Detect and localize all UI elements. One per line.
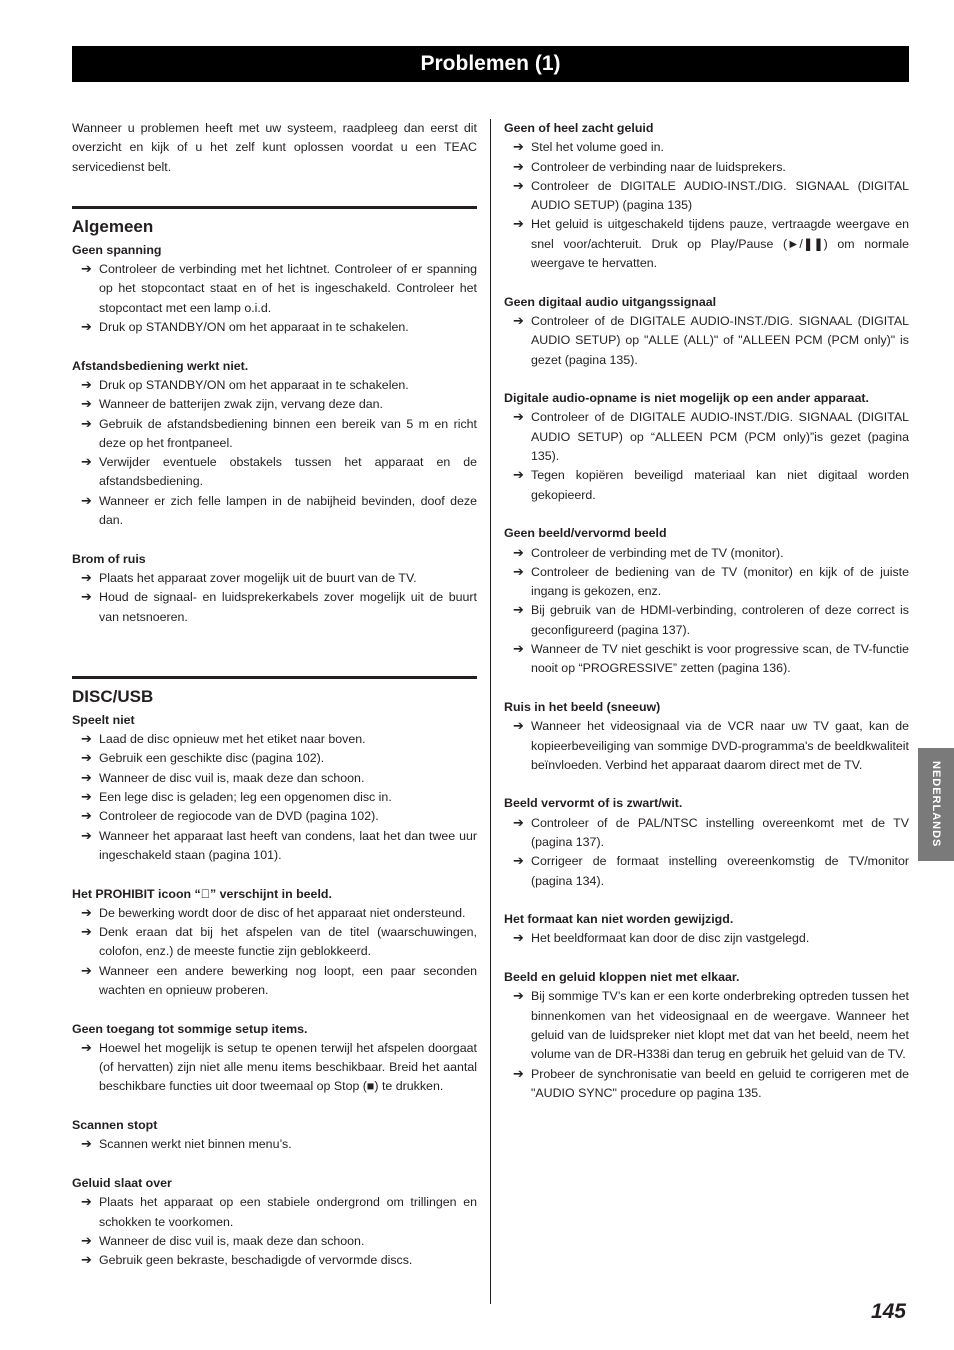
solution-item: ➔ Controleer de verbinding met de TV (monitor). — [504, 544, 909, 563]
solution-list — [504, 929, 909, 948]
solution-list — [504, 312, 909, 370]
page-number: 145 — [870, 1300, 906, 1323]
problem-title: Geen of heel zacht geluid — [504, 121, 654, 135]
solution-item: ➔ Corrigeer de formaat instelling overeenkomstig de TV/monitor (pagina 134). — [504, 852, 909, 891]
solution-item: ➔ De bewerking wordt door de disc of het apparaat niet ondersteund. — [72, 904, 477, 923]
page-title: Problemen (1) — [72, 46, 909, 82]
solution-item: ➔ Wanneer de disc vuil is, maak deze dan schoon. — [72, 1232, 477, 1251]
problem-group — [72, 1020, 477, 1097]
solution-item: ➔ Wanneer het videosignaal via de VCR naar uw TV gaat, kan de kopieerbeveiliging van sommige DVD-programma's de beeldkwaliteit beïnvloeden. Verbind het apparaat daarom direct met de TV. — [504, 717, 909, 775]
solution-list — [504, 717, 909, 775]
solution-item: ➔ Probeer de synchronisatie van beeld en geluid te corrigeren met de "AUDIO SYNC" procedure op pagina 135. — [504, 1065, 909, 1104]
left-sections — [72, 206, 477, 1271]
problem-title: Digitale audio-opname is niet mogelijk op een ander apparaat. — [504, 391, 869, 406]
column-divider — [490, 119, 491, 1304]
problem-title: Het PROHIBIT icoon “⃠” verschijnt in beeld. — [72, 886, 332, 901]
intro-text: Wanneer u problemen heeft met uw systeem, raadpleeg dan eerst dit overzicht en kijk of u het zelf kunt oplossen voordat u een TEAC servicedienst belt. — [72, 121, 477, 174]
problem-title: Speelt niet — [72, 712, 135, 727]
solution-item: ➔ Druk op STANDBY/ON om het apparaat in te schakelen. — [72, 318, 477, 337]
problem-group — [504, 389, 909, 505]
solution-list — [72, 376, 477, 530]
problem-group — [72, 241, 477, 337]
problem-group — [72, 357, 477, 531]
solution-list — [504, 987, 909, 1103]
solution-item: ➔ Scannen werkt niet binnen menu’s. — [72, 1135, 477, 1154]
problem-group — [72, 1174, 477, 1270]
problem-group — [504, 794, 909, 890]
solution-item: ➔ Wanneer de disc vuil is, maak deze dan schoon. — [72, 769, 477, 788]
solution-list — [504, 814, 909, 891]
solution-item: ➔ Bij gebruik van de HDMI-verbinding, controleren of deze correct is geconfigureerd (pagina 137). — [504, 601, 909, 640]
solution-item: ➔ Het geluid is uitgeschakeld tijdens pauze, vertraagde weergave en snel voor/achteruit. Druk op Play/Pause (►/❚❚) om normale weergave te hervatten. — [504, 215, 909, 273]
solution-item: ➔ Laad de disc opnieuw met het etiket naar boven. — [72, 730, 477, 749]
solution-item: ➔ Wanneer het apparaat last heeft van condens, laat het dan twee uur ingeschakeld staan (pagina 101). — [72, 827, 477, 866]
solution-list — [72, 260, 477, 337]
solution-item: ➔ Druk op STANDBY/ON om het apparaat in te schakelen. — [72, 376, 477, 395]
solution-list — [504, 408, 909, 504]
solution-item: ➔ Gebruik een geschikte disc (pagina 102). — [72, 749, 477, 768]
language-tab — [918, 748, 954, 861]
solution-item: ➔ Gebruik de afstandsbediening binnen een bereik van 5 m en richt deze op het frontpaneel. — [72, 415, 477, 454]
language-tab-label: NEDERLANDS — [930, 761, 942, 848]
problem-group — [72, 550, 477, 627]
problem-group — [504, 524, 909, 678]
problem-group — [504, 698, 909, 775]
solution-list — [72, 904, 477, 1000]
solution-item: ➔ Gebruik geen bekraste, beschadigde of vervormde discs. — [72, 1251, 477, 1270]
problem-title: Geen digitaal audio uitgangssignaal — [504, 294, 717, 309]
problem-title: Het formaat kan niet worden gewijzigd. — [504, 912, 734, 927]
solution-item: ➔ Plaats het apparaat zover mogelijk uit de buurt van de TV. — [72, 569, 477, 588]
solution-list — [72, 1039, 477, 1097]
solution-item: ➔ Bij sommige TV’s kan er een korte onderbreking optreden tussen het binnenkomen van het videosignaal en de weergave. Wanneer het geluid van de luidspreker niet klopt met dat van het beeld, neem het volume van de DR-H338i dan terug en gebruik het geluid van de TV. — [504, 987, 909, 1064]
left-column — [72, 119, 477, 1290]
problem-group — [72, 711, 477, 865]
solution-list — [504, 544, 909, 679]
section-disc-usb — [72, 676, 477, 1271]
problem-title: Geen beeld/vervormd beeld — [504, 526, 667, 541]
problem-title: Scannen stopt — [72, 1118, 158, 1133]
solution-item: ➔ Controleer of de DIGITALE AUDIO-INST./DIG. SIGNAAL (DIGITAL AUDIO SETUP) op "ALLE (ALL)" of "ALLEEN PCM (PCM only)" is gezet (pagina 135). — [504, 312, 909, 370]
solution-item: ➔ Controleer de regiocode van de DVD (pagina 102). — [72, 807, 477, 826]
problem-title: Geen spanning — [72, 242, 162, 257]
solution-item: ➔ Verwijder eventuele obstakels tussen het apparaat en de afstandsbediening. — [72, 453, 477, 492]
problem-title: Beeld vervormt of is zwart/wit. — [504, 796, 683, 811]
solution-item: ➔ Hoewel het mogelijk is setup te openen terwijl het afspelen doorgaat (of hervatten) zijn niet alle menu items beschikbaar. Breid het aantal beschikbare functies uit door tweemaal op Stop (■) te drukken. — [72, 1039, 477, 1097]
solution-item: ➔ Denk eraan dat bij het afspelen van de titel (waarschuwingen, colofon, enz.) de meeste functie zijn geblokkeerd. — [72, 923, 477, 962]
solution-item: ➔ Wanneer de batterijen zwak zijn, vervang deze dan. — [72, 395, 477, 414]
problem-group — [72, 885, 477, 1001]
problem-title: Geen toegang tot sommige setup items. — [72, 1021, 308, 1036]
solution-item: ➔ Controleer of de PAL/NTSC instelling overeenkomt met de TV (pagina 137). — [504, 814, 909, 853]
solution-item: ➔ Controleer de bediening van de TV (monitor) en kijk of de juiste ingang is gekozen, enz. — [504, 563, 909, 602]
solution-item: ➔ Controleer de verbinding naar de luidsprekers. — [504, 158, 909, 177]
problem-title: Brom of ruis — [72, 551, 146, 566]
problem-group — [504, 119, 909, 273]
solution-item: ➔ Houd de signaal- en luidsprekerkabels zover mogelijk uit de buurt van netsnoeren. — [72, 588, 477, 627]
problem-group — [504, 293, 909, 370]
solution-list — [72, 730, 477, 865]
solution-item: ➔ Wanneer een andere bewerking nog loopt, een paar seconden wachten en opnieuw proberen. — [72, 962, 477, 1001]
solution-item: ➔ Tegen kopiëren beveiligd materiaal kan niet digitaal worden gekopieerd. — [504, 466, 909, 505]
problem-title: Geluid slaat over — [72, 1175, 172, 1190]
solution-list — [72, 1193, 477, 1270]
section-algemeen — [72, 206, 477, 627]
problem-group — [72, 1116, 477, 1155]
solution-item: ➔ Stel het volume goed in. — [504, 138, 909, 157]
solution-item: ➔ Wanneer de TV niet geschikt is voor progressive scan, de TV-functie nooit op “PROGRESSIVE” zetten (pagina 136). — [504, 640, 909, 679]
solution-item: ➔ Plaats het apparaat op een stabiele ondergrond om trillingen en schokken te voorkomen. — [72, 1193, 477, 1232]
section-heading: Algemeen — [72, 216, 154, 236]
problem-title: Ruis in het beeld (sneeuw) — [504, 699, 661, 714]
solution-item: ➔ Controleer de verbinding met het lichtnet. Controleer of er spanning op het stopcontact staat en of het is ingeschakeld. Controleer het stopcontact met een lamp o.i.d. — [72, 260, 477, 318]
section-heading: DISC/USB — [72, 686, 154, 706]
problem-title: Afstandsbediening werkt niet. — [72, 358, 249, 373]
solution-item: ➔ Controleer of de DIGITALE AUDIO-INST./DIG. SIGNAAL (DIGITAL AUDIO SETUP) op “ALLEEN PCM (PCM only)”is gezet (pagina 135). — [504, 408, 909, 466]
solution-item: ➔ Controleer de DIGITALE AUDIO-INST./DIG. SIGNAAL (DIGITAL AUDIO SETUP) (pagina 135) — [504, 177, 909, 216]
solution-item: ➔ Wanneer er zich felle lampen in de nabijheid bevinden, doof deze dan. — [72, 492, 477, 531]
solution-list — [72, 1135, 477, 1154]
problem-group — [504, 968, 909, 1103]
solution-item: ➔ Een lege disc is geladen; leg een opgenomen disc in. — [72, 788, 477, 807]
right-column — [504, 119, 909, 1122]
solution-item: ➔ Het beeldformaat kan door de disc zijn vastgelegd. — [504, 929, 909, 948]
problem-title: Beeld en geluid kloppen niet met elkaar. — [504, 970, 740, 985]
solution-list — [504, 138, 909, 273]
problem-group — [504, 910, 909, 949]
solution-list — [72, 569, 477, 627]
